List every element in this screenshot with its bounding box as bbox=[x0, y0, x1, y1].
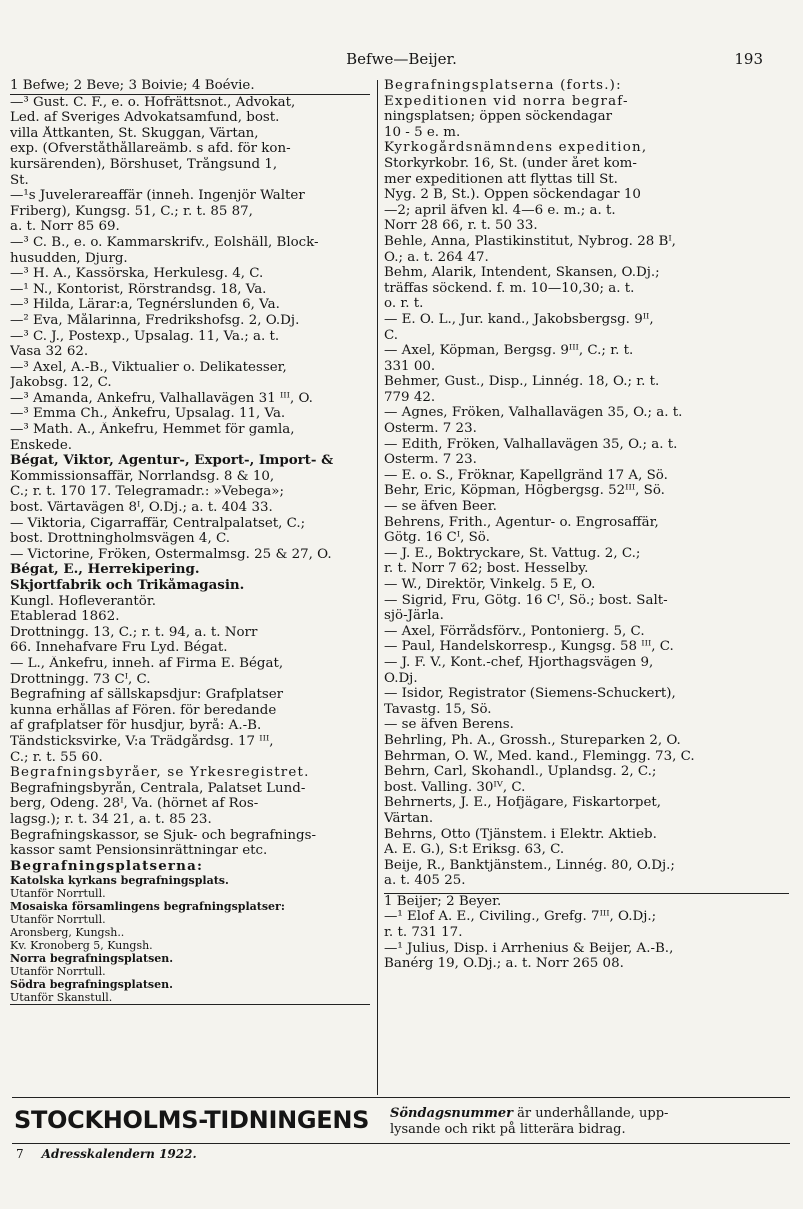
entry-line: Kv. Kronoberg 5, Kungsh. bbox=[10, 939, 153, 953]
entry-line: r. t. Norr 7 62; bost. Hesselby. bbox=[384, 561, 589, 577]
advert-tagline-rest: är underhållande, upp- bbox=[512, 1106, 669, 1121]
entry-line: A. E. G.), S:t Eriksg. 63, C. bbox=[384, 842, 565, 858]
entry-line: Södra begrafningsplatsen. bbox=[10, 978, 173, 992]
entry-line: Värtan. bbox=[384, 810, 434, 826]
entry-line: Götg. 16 Cᴵ, Sö. bbox=[384, 530, 490, 546]
entry-line: Katolska kyrkans begrafningsplats. bbox=[10, 874, 229, 888]
entry-line: —¹ N., Kontorist, Rörstrandsg. 18, Va. bbox=[10, 281, 267, 297]
entry-line: Aronsberg, Kungsh.. bbox=[10, 926, 125, 940]
entry-line: — Victorine, Fröken, Östermalmsg. 25 & 27, Ö. bbox=[10, 546, 332, 562]
entry-line: exp. (Öfverståthållareämb. s afd. för kon- bbox=[10, 141, 291, 157]
entry-line: bost. Värtavägen 8ᴵ, Ö.Dj.; a. t. 404 33. bbox=[10, 500, 273, 516]
entry-line: Behrn, Carl, Skohandl., Uplandsg. 2, C.; bbox=[384, 764, 657, 780]
entry-line: Drottningg. 13, C.; r. t. 94, a. t. Norr bbox=[10, 624, 258, 640]
entry-line: Expeditionen vid norra begraf- bbox=[384, 93, 629, 109]
entry-line: träffas söckend. f. m. 10—10,30; a. t. bbox=[384, 280, 635, 296]
entry-line: Begrafningsplatserna (forts.): bbox=[384, 78, 622, 93]
entry-line: Kyrkogårdsnämndens expedition, bbox=[384, 140, 648, 156]
entry-line: 779 42. bbox=[384, 389, 436, 405]
entry-line: — se äfven Beer. bbox=[384, 499, 497, 515]
right-column bbox=[384, 78, 789, 972]
entry-line: —³ H. A., Kassörska, Herkulesg. 4, C. bbox=[10, 266, 264, 282]
entry-line: berg, Odeng. 28ᴵ, Va. (hörnet af Ros- bbox=[10, 796, 259, 812]
entry-line: —³ Gust. C. F., e. o. Hofrättsnot., Advokat, bbox=[10, 94, 296, 110]
entry-line: Storkyrkobr. 16, St. (under året kom- bbox=[384, 155, 637, 171]
entry-line: 331 00. bbox=[384, 358, 436, 374]
entry-line: Behle, Anna, Plastikinstitut, Nybrog. 28 Bᴵ, bbox=[384, 233, 676, 249]
entry-line: Jakobsg. 12, C. bbox=[10, 375, 112, 391]
entry-line: C.; r. t. 55 60. bbox=[10, 749, 103, 765]
entry-line: Norr 28 66, r. t. 50 33. bbox=[384, 218, 538, 234]
entry-line: Bégat, Viktor, Agentur-, Export-, Import- & bbox=[10, 453, 334, 469]
entry-line: lagsg.); r. t. 34 21, a. t. 85 23. bbox=[10, 811, 212, 827]
entry-line: Begrafningsbyråer, se Yrkesregistret. bbox=[10, 765, 310, 781]
advert-tagline-italic: Söndagsnummer bbox=[390, 1106, 513, 1121]
entry-line: — Paul, Handelskorresp., Kungsg. 58 ᴵᴵᴵ, C. bbox=[384, 639, 674, 655]
entry-line: —³ Axel, A.-B., Viktualier o. Delikatesser, bbox=[10, 359, 287, 375]
entry-line: —³ Hilda, Lärar:a, Tegnérslunden 6, Va. bbox=[10, 297, 280, 313]
entry-line: 66. Innehafvare Fru Lyd. Bégat. bbox=[10, 640, 228, 656]
page-number: 193 bbox=[734, 50, 763, 68]
entry-line: Vasa 32 62. bbox=[10, 344, 89, 360]
entry-line: Etablerad 1862. bbox=[10, 609, 120, 625]
entry-line: Behrling, Ph. A., Grossh., Stureparken 2, Ö. bbox=[384, 732, 681, 748]
entry-line: — E. O. L., Jur. kand., Jakobsbergsg. 9ᴵᴵ, bbox=[384, 311, 654, 327]
entry-line: Tavastg. 15, Sö. bbox=[384, 701, 492, 717]
entry-line: bost. Valling. 30ᴵⱽ, C. bbox=[384, 779, 526, 795]
left-column bbox=[10, 78, 370, 1005]
entry-line: sjö-Järla. bbox=[384, 608, 444, 624]
advertisement bbox=[14, 1104, 792, 1144]
entry-line: Ö.; a. t. 264 47. bbox=[384, 249, 489, 265]
entry-line: husudden, Djurg. bbox=[10, 250, 128, 266]
entry-line: — Edith, Fröken, Valhallavägen 35, Ö.; a. t. bbox=[384, 436, 678, 452]
advert-bottom-rule bbox=[12, 1143, 790, 1144]
entry-line: Ö.Dj. bbox=[384, 670, 418, 686]
entry-line: Begrafningsbyrån, Centrala, Palatset Lund- bbox=[10, 780, 306, 796]
entry-line: Utanför Norrtull. bbox=[10, 913, 106, 927]
entry-line: Kungl. Hofleverantör. bbox=[10, 593, 157, 609]
entry-line: kunna erhållas af Fören. för beredande bbox=[10, 702, 277, 718]
footer-number: 7 bbox=[16, 1147, 24, 1161]
entry-line: Österm. 7 23. bbox=[384, 452, 477, 468]
entry-line: ningsplatsen; öppen söckendagar bbox=[384, 109, 613, 125]
entry-line: —¹s Juvelerareaffär (inneh. Ingenjör Walter bbox=[10, 188, 305, 204]
entry-line: Kommissionsaffär, Norrlandsg. 8 & 10, bbox=[10, 468, 275, 484]
entry-line: kursärenden), Börshuset, Trångsund 1, bbox=[10, 156, 278, 172]
entry-line: Friberg), Kungsg. 51, C.; r. t. 85 87, bbox=[10, 203, 253, 219]
entry-line: St. bbox=[10, 172, 29, 188]
entry-line: — Axel, Förrådsförv., Pontonierg. 5, C. bbox=[384, 623, 645, 639]
entry-line: Behr, Eric, Köpman, Högbergsg. 52ᴵᴵᴵ, Sö. bbox=[384, 483, 665, 499]
advert-top-rule bbox=[12, 1097, 790, 1098]
entry-line: r. t. 731 17. bbox=[384, 925, 463, 941]
entry-line: —³ C. B., e. o. Kammarskrifv., Eolshäll, Block- bbox=[10, 234, 319, 250]
entry-line: C. bbox=[384, 327, 399, 343]
entry-line: — Axel, Köpman, Bergsg. 9ᴵᴵᴵ, C.; r. t. bbox=[384, 343, 634, 359]
entry-line: Norra begrafningsplatsen. bbox=[10, 952, 174, 966]
entry-line: Led. af Sveriges Advokatsamfund, bost. bbox=[10, 110, 280, 126]
entry-line: Begrafning af sällskapsdjur: Grafplatser bbox=[10, 687, 284, 703]
entry-line: —³ C. J., Postexp., Upsalag. 11, Va.; a. t. bbox=[10, 328, 280, 344]
entry-line: Behmer, Gust., Disp., Linnég. 18, Ö.; r. t. bbox=[384, 374, 660, 390]
entry-line: Nyg. 2 B, St.). Öppen söckendagar 10 bbox=[384, 187, 641, 203]
entry-line: Skjortfabrik och Trikåmagasin. bbox=[10, 578, 245, 593]
entry-line: —¹ Elof A. E., Civiling., Grefg. 7ᴵᴵᴵ, Ö.Dj.; bbox=[384, 909, 657, 925]
advert-tagline bbox=[390, 1106, 668, 1121]
entry-line: — L., Änkefru, inneh. af Firma E. Bégat, bbox=[10, 655, 284, 671]
entry-line: Begrafningskassor, se Sjuk- och begrafnings- bbox=[10, 827, 317, 843]
entry-line: —³ Amanda, Ankefru, Valhallavägen 31 ᴵᴵᴵ, Ö. bbox=[10, 390, 313, 406]
entry-line: —² Eva, Målarinna, Fredrikshofsg. 2, Ö.Dj. bbox=[10, 312, 300, 328]
entry-line: af grafplatser för husdjur, byrå: A.-B. bbox=[10, 718, 262, 734]
entry-line: Behm, Alarik, Intendent, Skansen, Ö.Dj.; bbox=[384, 265, 660, 281]
entry-line: Bégat, E., Herrekipering. bbox=[10, 562, 200, 578]
page-header bbox=[0, 44, 803, 74]
entry-line: — J. F. V., Kont.-chef, Hjorthagsvägen 9, bbox=[384, 654, 654, 670]
entry-line: —¹ Julius, Disp. i Arrhenius & Beijer, A.-B., bbox=[384, 940, 674, 956]
entry-line: Banérg 19, Ö.Dj.; a. t. Norr 265 08. bbox=[384, 956, 624, 972]
entry-line: Utanför Norrtull. bbox=[10, 887, 106, 901]
entry-line: a. t. Norr 85 69. bbox=[10, 219, 120, 235]
entry-line: Behrman, O. W., Med. kand., Flemingg. 73, C. bbox=[384, 748, 695, 764]
entry-line: Beije, R., Banktjänstem., Linnég. 80, Ö.Dj.; bbox=[384, 857, 675, 873]
entry-line: — se äfven Berens. bbox=[384, 717, 514, 733]
entry-line: villa Åttkanten, St. Skuggan, Värtan, bbox=[10, 125, 259, 141]
entry-line: —2; april äfven kl. 4—6 e. m.; a. t. bbox=[384, 202, 616, 218]
entry-line: Mosaiska församlingens begrafningsplatser: bbox=[10, 900, 285, 914]
entry-line: — W., Direktör, Vinkelg. 5 E, Ö. bbox=[384, 577, 596, 592]
entry-line: o. r. t. bbox=[384, 296, 424, 312]
entry-line: Behrns, Otto (Tjänstem. i Elektr. Aktieb. bbox=[384, 826, 657, 842]
entry-line: Utanför Skanstull. bbox=[10, 991, 370, 1005]
entry-line: — Agnes, Fröken, Valhallavägen 35, Ö.; a. t. bbox=[384, 405, 683, 421]
entry-line: — E. o. S., Fröknar, Kapellgränd 17 A, Sö. bbox=[384, 467, 668, 483]
entry-line: Enskede. bbox=[10, 437, 73, 453]
advert-tagline-2: lysande och rikt på litterära bidrag. bbox=[390, 1122, 626, 1137]
entry-line: Tändsticksvirke, V:a Trädgårdsg. 17 ᴵᴵᴵ, bbox=[10, 733, 274, 749]
entry-line: mer expeditionen att flyttas till St. bbox=[384, 171, 618, 187]
entry-line: a. t. 405 25. bbox=[384, 873, 466, 889]
entry-line: — Viktoria, Cigarraffär, Centralpalatset, C.; bbox=[10, 515, 306, 531]
entry-line: Österm. 7 23. bbox=[384, 421, 477, 437]
entry-line: kassor samt Pensionsinrättningar etc. bbox=[10, 843, 268, 859]
entry-line: Behrnerts, J. E., Hofjägare, Fiskartorpet, bbox=[384, 795, 662, 811]
running-title: Befwe—Beijer. bbox=[346, 50, 457, 68]
entry-line: C.; r. t. 170 17. Telegramadr.: »Vebega»; bbox=[10, 484, 284, 500]
entry-line: bost. Drottningholmsvägen 4, C. bbox=[10, 531, 230, 547]
entry-line: Begrafningsplatserna: bbox=[10, 858, 204, 874]
entry-line: — J. E., Boktryckare, St. Vattug. 2, C.; bbox=[384, 545, 641, 561]
entry-line: Behrens, Frith., Agentur- o. Engrosaffär, bbox=[384, 514, 659, 530]
entry-line: 1 Beijer; 2 Beyer. bbox=[384, 893, 789, 910]
entry-line: 10 - 5 e. m. bbox=[384, 124, 461, 140]
entry-line: Drottningg. 73 Cᴵ, C. bbox=[10, 671, 151, 687]
entry-line: 1 Befwe; 2 Beve; 3 Boivie; 4 Boévie. bbox=[10, 78, 370, 95]
advert-title: STOCKHOLMS-TIDNINGENS bbox=[14, 1106, 370, 1134]
entry-line: — Sigrid, Fru, Götg. 16 Cᴵ, Sö.; bost. Salt- bbox=[384, 592, 668, 608]
entry-line: —³ Emma Ch., Änkefru, Upsalag. 11, Va. bbox=[10, 406, 286, 422]
page-footer bbox=[16, 1147, 197, 1161]
entry-line: — Isidor, Registrator (Siemens-Schuckert), bbox=[384, 686, 676, 702]
footer-label: Adresskalendern 1922. bbox=[41, 1147, 197, 1161]
entry-line: —³ Math. A., Änkefru, Hemmet för gamla, bbox=[10, 422, 295, 438]
entry-line: Utanför Norrtull. bbox=[10, 965, 106, 979]
column-divider bbox=[377, 80, 378, 1095]
